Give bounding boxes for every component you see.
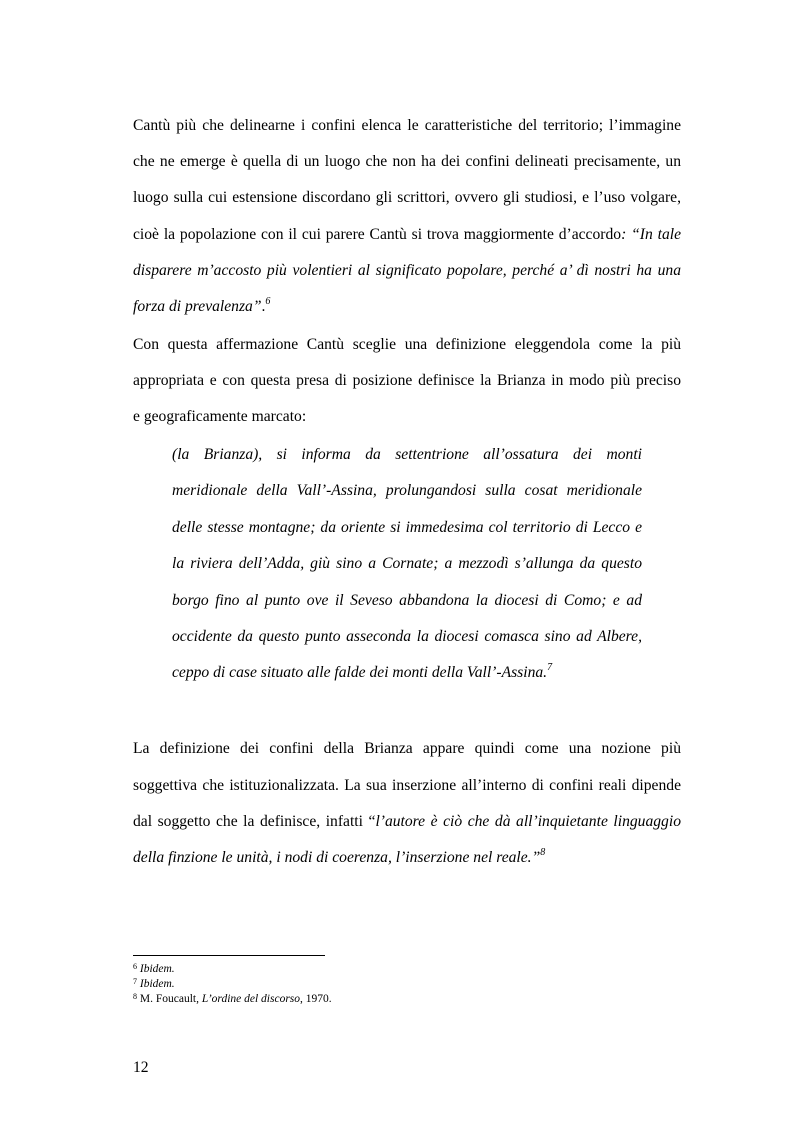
block-quote-line: meridionale della Vall’-Assina, prolungandosi sulla cosat meridionale [172,482,642,499]
text-run: della finzione le unità, i nodi di coerenza, l’inserzione nel reale.” [133,849,541,866]
block-quote-line: la riviera dell’Adda, giù sino a Cornate; a mezzodì s’allunga da questo [172,555,642,572]
text-run: dal soggetto che la definisce, infatti “ [133,813,376,830]
footnote-text: Ibidem. [139,963,175,975]
footnote-text: M. Foucault, [139,993,202,1005]
block-quote-line: (la Brianza), si informa da settentrione all’ossatura dei monti [172,446,642,463]
page-number: 12 [133,1059,149,1076]
footnote-title: L’ordine del discorso [201,993,301,1005]
footnote [133,978,175,991]
quoted-text-line [133,848,681,868]
body-text-line: Con questa affermazione Cantù sceglie una definizione eleggendola come la più [133,336,681,353]
footnote-ref[interactable]: 8 [540,847,546,858]
body-text-line: La definizione dei confini della Brianza appare quindi come una nozione più [133,740,681,757]
footnote [133,993,332,1006]
body-text-line [133,297,681,317]
body-text-line: appropriata e con questa presa di posizione definisce la Brianza in modo più preciso [133,372,681,389]
footnote-text: , 1970. [300,993,332,1005]
body-text-line: soggettiva che istituzionalizzata. La sua inserzione all’interno di confini reali dipende [133,777,681,794]
body-text-line: che ne emerge è quella di un luogo che non ha dei confini delineati precisamente, un [133,153,681,170]
footnote [133,963,175,976]
body-text-line: e geograficamente marcato: [133,408,307,425]
footnote-ref[interactable]: 6 [265,296,271,307]
text-run: . [261,298,266,315]
quoted-text: : “In tale [621,226,681,243]
block-quote-line: borgo fino al punto ove il Seveso abbandona la diocesi di Como; e ad [172,592,642,609]
footnote-ref[interactable]: 7 [547,662,553,673]
text-run: ceppo di case situato alle falde dei monti della Vall’-Assina. [172,664,548,681]
block-quote-line: delle stesse montagne; da oriente si immedesima col territorio di Lecco e [172,519,642,536]
text-run: cioè la popolazione con il cui parere Cantù si trova maggiormente d’accordo [133,226,622,243]
block-quote-line [172,663,642,683]
footnote-separator [133,955,325,956]
block-quote-line: occidente da questo punto asseconda la diocesi comasca sino ad Albere, [172,628,642,645]
quoted-text: l’autore è ciò che dà all’inquietante linguaggio [375,813,681,830]
footnote-number: 8 [133,992,137,1001]
body-text-line: luogo sulla cui estensione discordano gli scrittori, ovvero gli studiosi, e l’uso volgare, [133,189,681,206]
body-text-line [133,812,681,832]
footnote-number: 6 [133,962,137,971]
quoted-text-line: disparere m’accosto più volentieri al significato popolare, perché a’ dì nostri ha una [133,262,681,279]
body-text-line [133,225,681,245]
footnote-number: 7 [133,977,137,986]
footnote-text: Ibidem. [139,978,175,990]
quoted-text: forza di prevalenza” [133,298,262,315]
body-text-line: Cantù più che delinearne i confini elenca le caratteristiche del territorio; l’immagine [133,117,681,134]
